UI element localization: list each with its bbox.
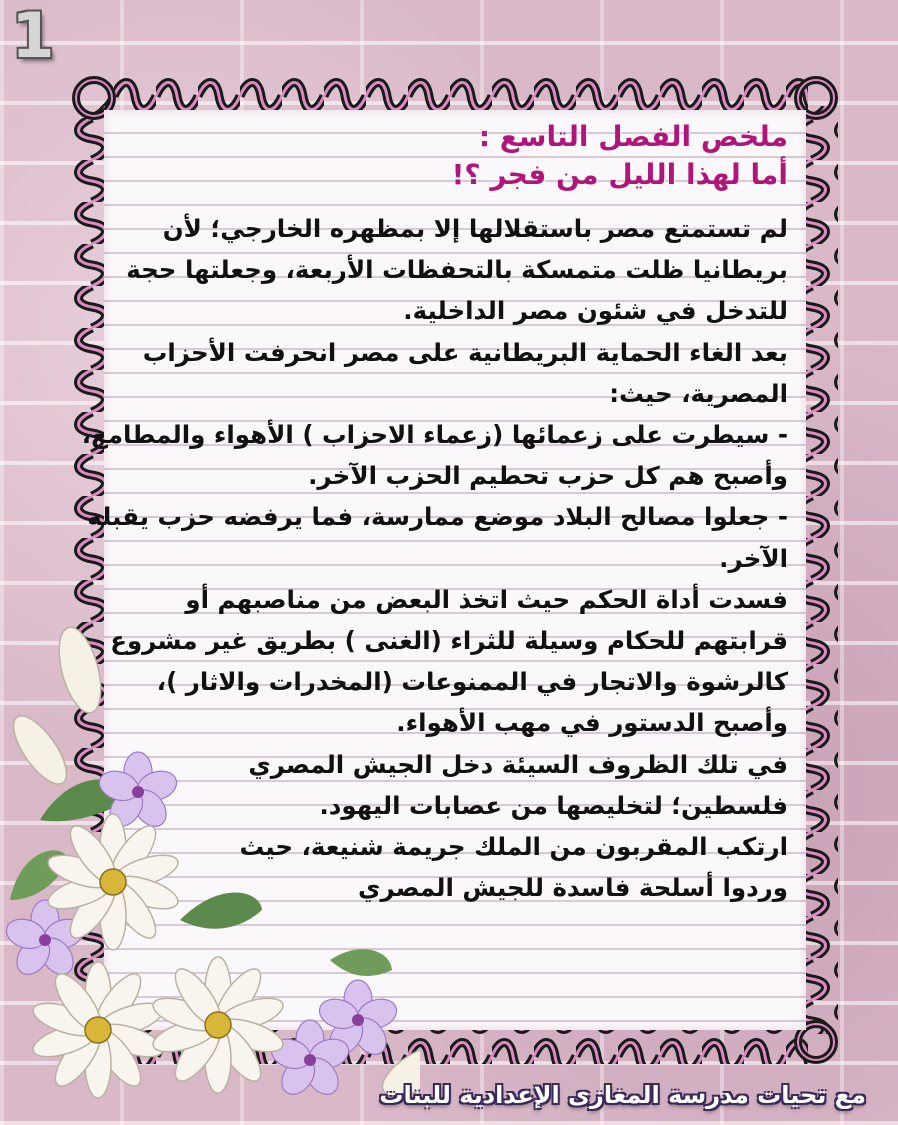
body-line: قرابتهم للحكام وسيلة للثراء (الغنى ) بطريق غير مشروع xyxy=(110,626,788,656)
body-line: الآخر. xyxy=(719,543,788,573)
daisy-flower-icon xyxy=(29,962,166,1098)
footer-credit: مع تحيات مدرسة المغازى الإعدادية للبنات xyxy=(379,1081,866,1109)
body-line: وردوا أسلحة فاسدة للجيش المصري xyxy=(358,873,788,903)
body-line: ارتكب المقربون من الملك جريمة شنيعة، حيث xyxy=(239,832,788,862)
body-line: للتدخل في شئون مصر الداخلية. xyxy=(403,296,788,326)
body-line: وأصبح هم كل حزب تحطيم الحزب الآخر. xyxy=(308,461,788,491)
body-line: في تلك الظروف السيئة دخل الجيش المصري xyxy=(248,749,788,779)
title-line-2: أما لهذا الليل من فجر ؟! xyxy=(451,158,788,191)
body-line: بعد الغاء الحماية البريطانية على مصر انحرفت الأحزاب xyxy=(142,337,788,367)
body-line: - جعلوا مصالح البلاد موضع ممارسة، فما يرفضه حزب يقبله xyxy=(87,502,788,532)
body-line: فلسطين؛ لتخليصها من عصابات اليهود. xyxy=(319,790,788,820)
body-line: وأصبح الدستور في مهب الأهواء. xyxy=(396,708,788,738)
body-line: المصرية، حيث: xyxy=(609,378,788,408)
page-number: 1 xyxy=(11,0,55,72)
body-line: بريطانيا ظلت متمسكة بالتحفظات الأربعة، وجعلتها حجة xyxy=(126,255,788,285)
title-line-1: ملخص الفصل التاسع : xyxy=(478,120,788,153)
body-line: - سيطرت على زعمائها (زعماء الاحزاب ) الأهواء والمطامع، xyxy=(81,420,788,450)
body-line: لم تستمتع مصر باستقلالها إلا بمظهره الخارجي؛ لأن xyxy=(162,214,788,243)
body-line: فسدت أداة الحكم حيث اتخذ البعض من مناصبهم أو xyxy=(185,584,788,614)
daisy-flower-icon xyxy=(149,957,286,1093)
body-line: كالرشوة والاتجار في الممنوعات (المخدرات والاثار )، xyxy=(156,667,788,697)
flower-decoration xyxy=(0,600,420,1125)
violet-flower-icon xyxy=(3,900,88,981)
chapter-title xyxy=(100,118,788,194)
